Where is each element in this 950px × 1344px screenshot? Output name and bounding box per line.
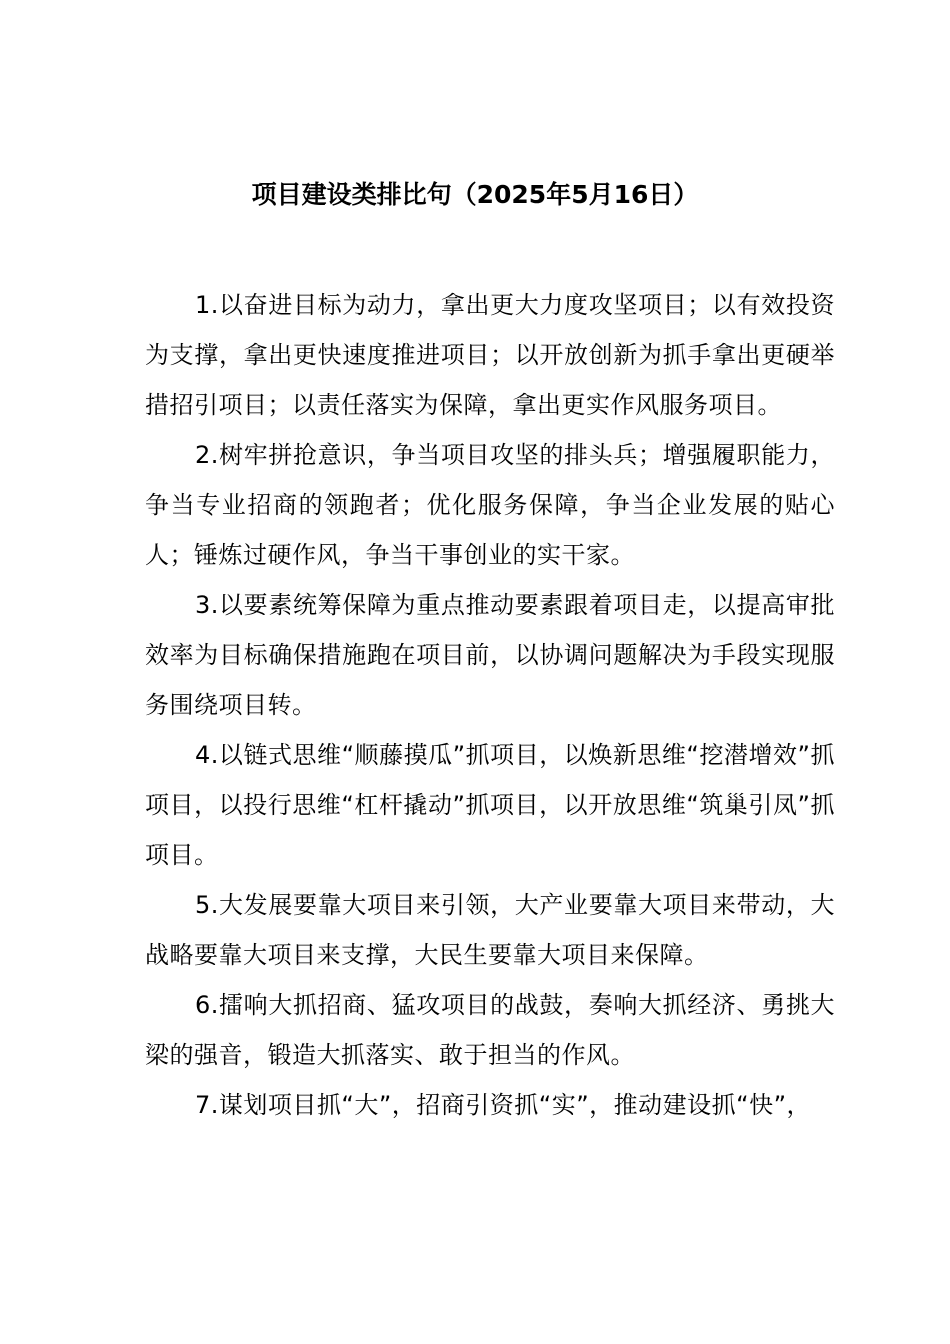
paragraph-2: 2.树牢拼抢意识，争当项目攻坚的排头兵；增强履职能力，争当专业招商的领跑者；优化服务保障，争当企业发展的贴心人；锤炼过硬作风，争当干事创业的实干家。 [145,441,835,569]
document-body [145,280,835,1130]
paragraph-6: 6.擂响大抓招商、猛攻项目的战鼓，奏响大抓经济、勇挑大梁的强音，锻造大抓落实、敢于担当的作风。 [145,991,835,1069]
paragraph-5: 5.大发展要靠大项目来引领，大产业要靠大项目来带动，大战略要靠大项目来支撑，大民生要靠大项目来保障。 [145,891,835,969]
document-title: 项目建设类排比句（2025年5月16日） [251,179,699,209]
paragraph-1: 1.以奋进目标为动力，拿出更大力度攻坚项目；以有效投资为支撑，拿出更快速度推进项目；以开放创新为抓手拿出更硬举措招引项目；以责任落实为保障，拿出更实作风服务项目。 [145,291,835,419]
paragraph-3: 3.以要素统筹保障为重点推动要素跟着项目走，以提高审批效率为目标确保措施跑在项目前，以协调问题解决为手段实现服务围绕项目转。 [145,591,835,719]
paragraph-7: 7.谋划项目抓“大”，招商引资抓“实”，推动建设抓“快”， [195,1091,811,1119]
paragraph-4: 4.以链式思维“顺藤摸瓜”抓项目，以焕新思维“挖潜增效”抓项目，以投行思维“杠杆撬动”抓项目，以开放思维“筑巢引凤”抓项目。 [145,741,835,869]
